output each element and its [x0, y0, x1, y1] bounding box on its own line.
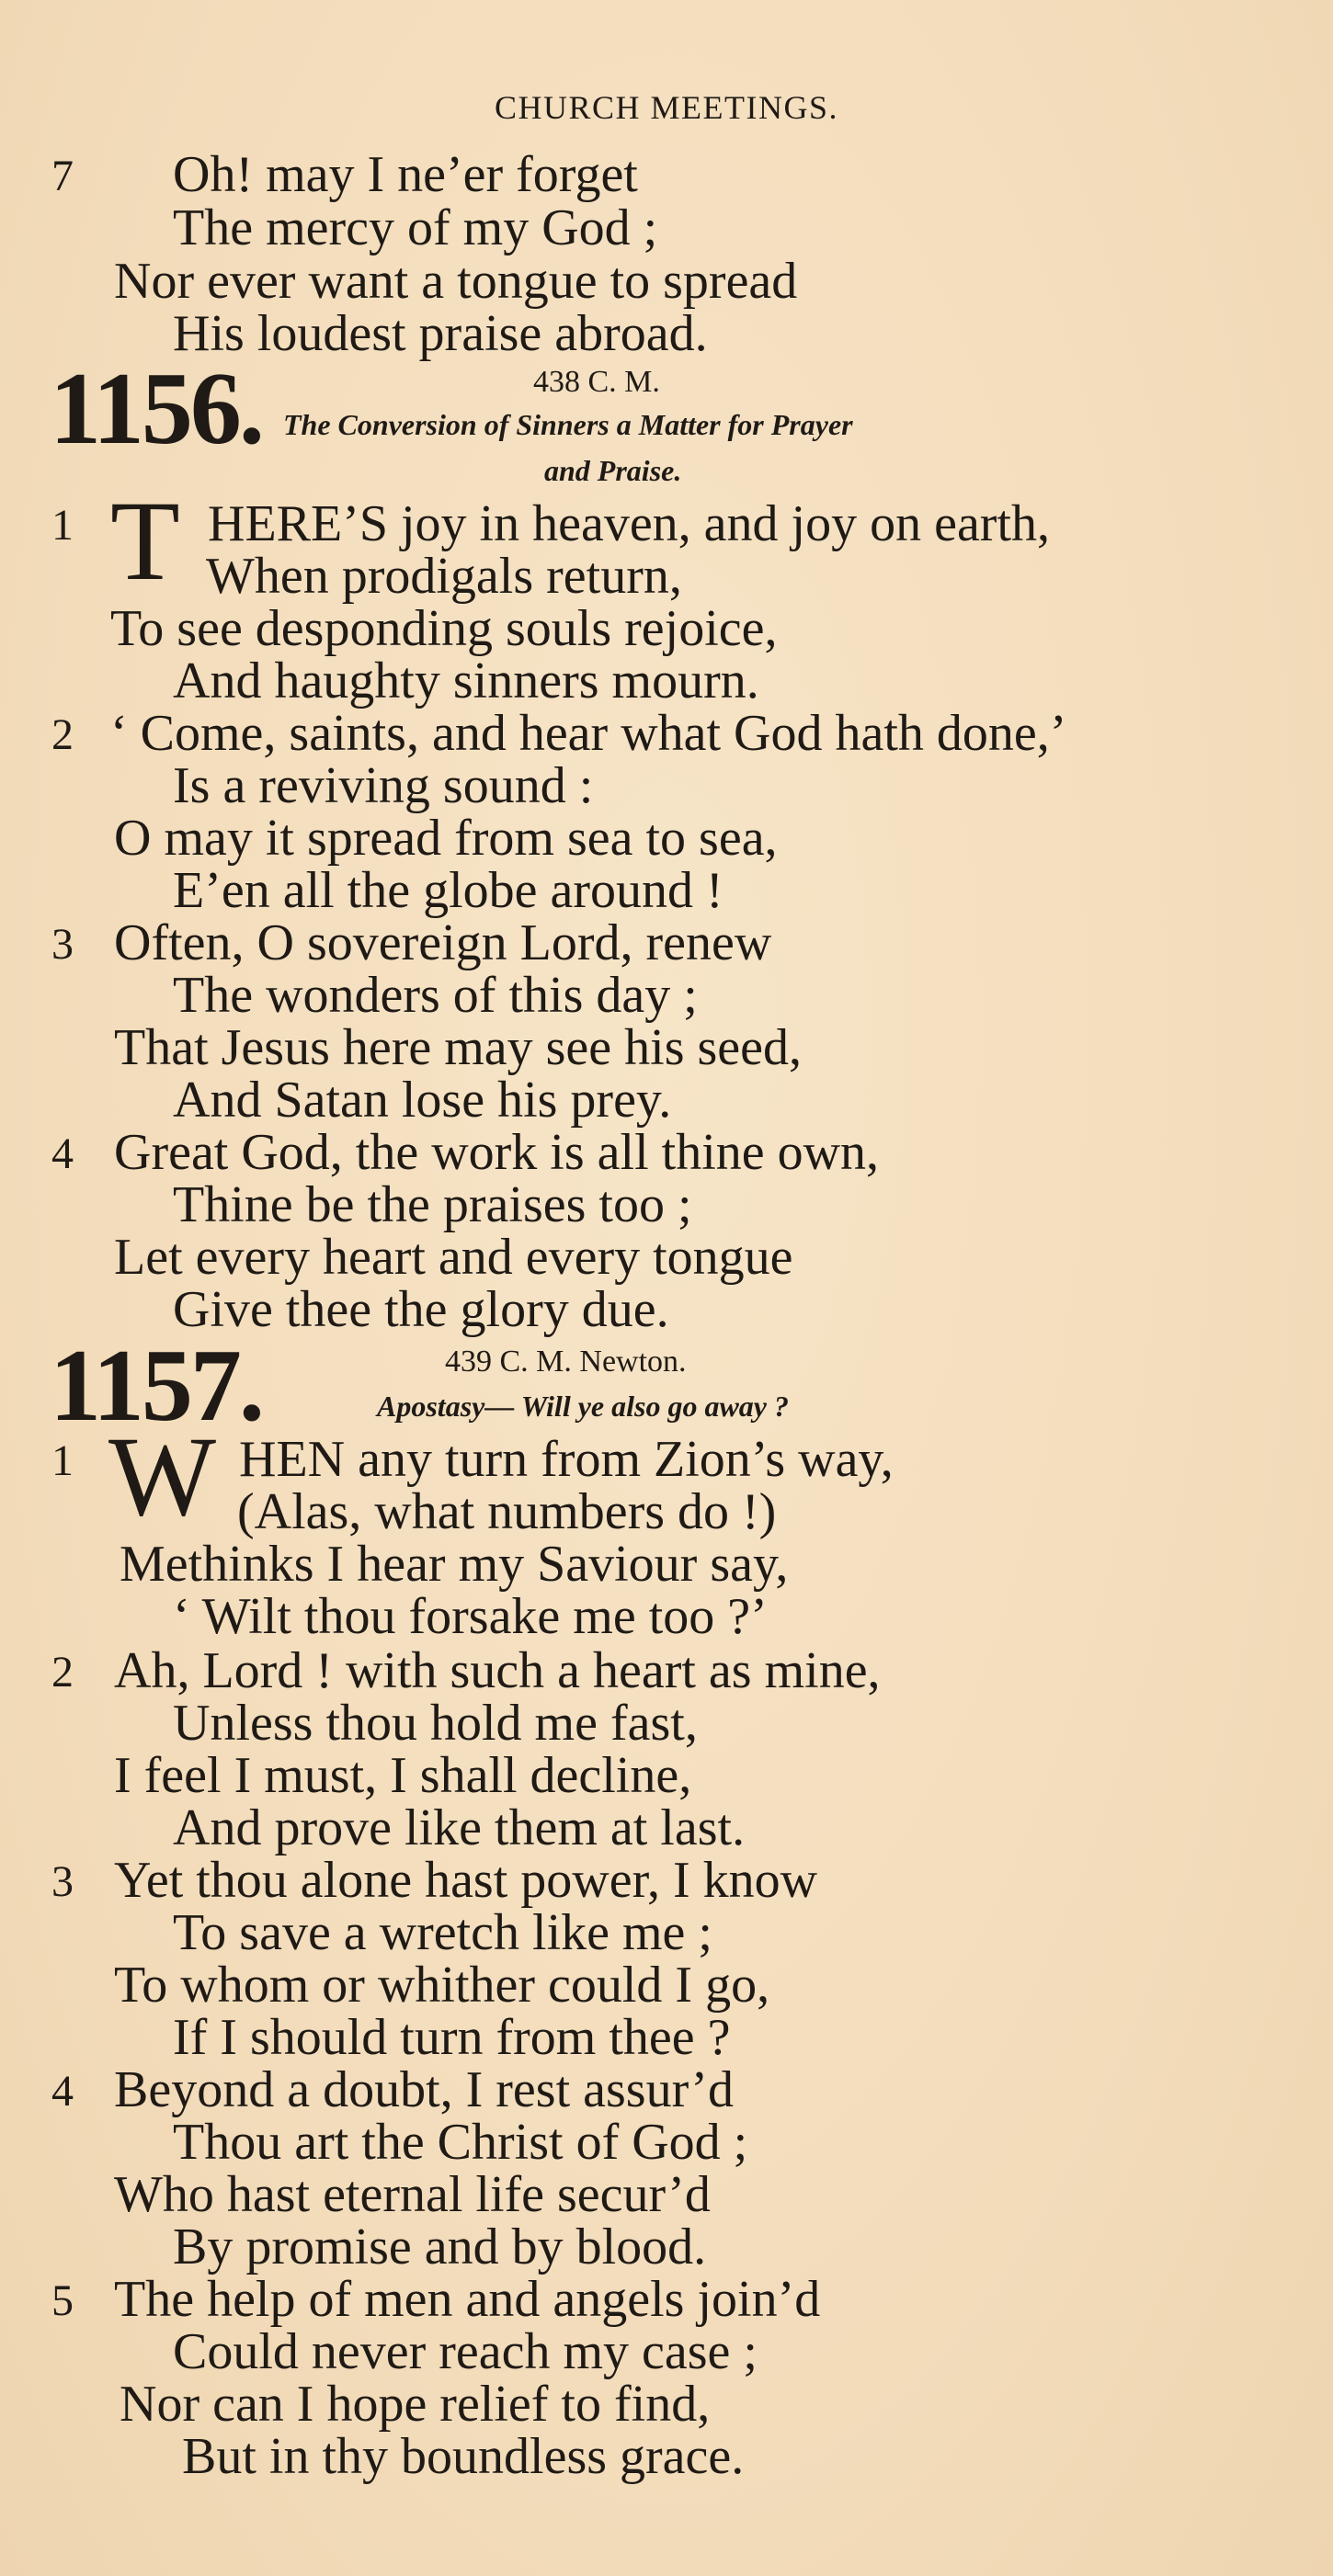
verse-line: Who hast eternal life secur’d [114, 2166, 711, 2223]
verse-line: His loudest praise abroad. [173, 305, 708, 362]
hymn-meter: 439 C. M. Newton. [445, 1345, 687, 1379]
verse-line: The mercy of my God ; [173, 199, 658, 256]
verse-line: Beyond a doubt, I rest assur’d [114, 2061, 734, 2118]
verse-line: To whom or whither could I go, [114, 1957, 770, 2014]
verse-line: Nor can I hope relief to find, [120, 2376, 711, 2433]
verse-line: Methinks I hear my Saviour say, [120, 1536, 789, 1593]
verse-number: 5 [51, 2276, 74, 2325]
hymn-number: 1156. [50, 352, 262, 466]
verse-line: ‘ Wilt thou forsake me too ?’ [173, 1588, 768, 1645]
verse-line: Often, O sovereign Lord, renew [114, 914, 772, 971]
verse-number: 2 [51, 1648, 74, 1697]
verse-line: Thine be the praises too ; [173, 1176, 692, 1233]
verse-line: That Jesus here may see his seed, [114, 1019, 802, 1076]
verse-line: Unless thou hold me fast, [173, 1695, 698, 1752]
verse-line: Thou art the Christ of God ; [173, 2114, 748, 2171]
drop-cap: W [108, 1413, 217, 1539]
verse-line: Oh! may I ne’er forget [173, 146, 638, 203]
verse-line: Great God, the work is all thine own, [114, 1124, 880, 1181]
verse-line: HEN any turn from Zion’s way, [239, 1431, 894, 1488]
verse-line: HERE’S joy in heaven, and joy on earth, [208, 495, 1051, 552]
hymn-subtitle: and Praise. [544, 454, 682, 487]
verse-line: I feel I must, I shall decline, [114, 1747, 692, 1804]
hymn-subtitle: The Conversion of Sinners a Matter for Prayer [283, 408, 853, 441]
verse-line: When prodigals return, [206, 548, 682, 605]
verse-line: And Satan lose his prey. [173, 1072, 672, 1129]
verse-number: 3 [51, 920, 74, 969]
hymn-meter: 438 C. M. [533, 365, 660, 399]
verse-line: Is a reviving sound : [173, 757, 594, 814]
verse-line: But in thy boundless grace. [182, 2428, 745, 2485]
verse-number: 1 [51, 501, 74, 550]
verse-line: To save a wretch like me ; [173, 1904, 712, 1961]
verse-line: To see desponding souls rejoice, [110, 600, 778, 657]
verse-line: Give thee the glory due. [173, 1281, 669, 1338]
verse-line: Yet thou alone hast power, I know [114, 1852, 818, 1909]
verse-number: 7 [51, 152, 74, 200]
verse-line: By promise and by blood. [173, 2219, 707, 2275]
verse-line: Ah, Lord ! with such a heart as mine, [114, 1642, 881, 1699]
verse-line: And prove like them at last. [173, 1799, 746, 1856]
verse-line: Could never reach my case ; [173, 2323, 758, 2380]
hymn-number: 1157. [50, 1329, 262, 1443]
verse-line: If I should turn from thee ? [173, 2009, 731, 2066]
verse-number: 4 [51, 1129, 74, 1178]
verse-number: 2 [51, 710, 74, 759]
verse-line: ‘ Come, saints, and hear what God hath done,’ [110, 705, 1067, 762]
verse-line: Let every heart and every tongue [114, 1229, 793, 1286]
hymn-subtitle: Apostasy— Will ye also go away ? [377, 1390, 789, 1423]
verse-line: (Alas, what numbers do !) [237, 1483, 777, 1540]
verse-number: 1 [51, 1436, 74, 1485]
verse-line: The wonders of this day ; [173, 967, 698, 1024]
verse-line: O may it spread from sea to sea, [114, 810, 778, 867]
verse-line: Nor ever want a tongue to spread [114, 253, 798, 310]
running-header: CHURCH MEETINGS. [494, 89, 838, 126]
verse-line: The help of men and angels join’d [114, 2271, 821, 2328]
verse-line: And haughty sinners mourn. [173, 653, 759, 709]
verse-number: 4 [51, 2067, 74, 2116]
verse-line: E’en all the globe around ! [173, 862, 723, 919]
drop-cap: T [110, 478, 180, 604]
verse-number: 3 [51, 1857, 74, 1906]
